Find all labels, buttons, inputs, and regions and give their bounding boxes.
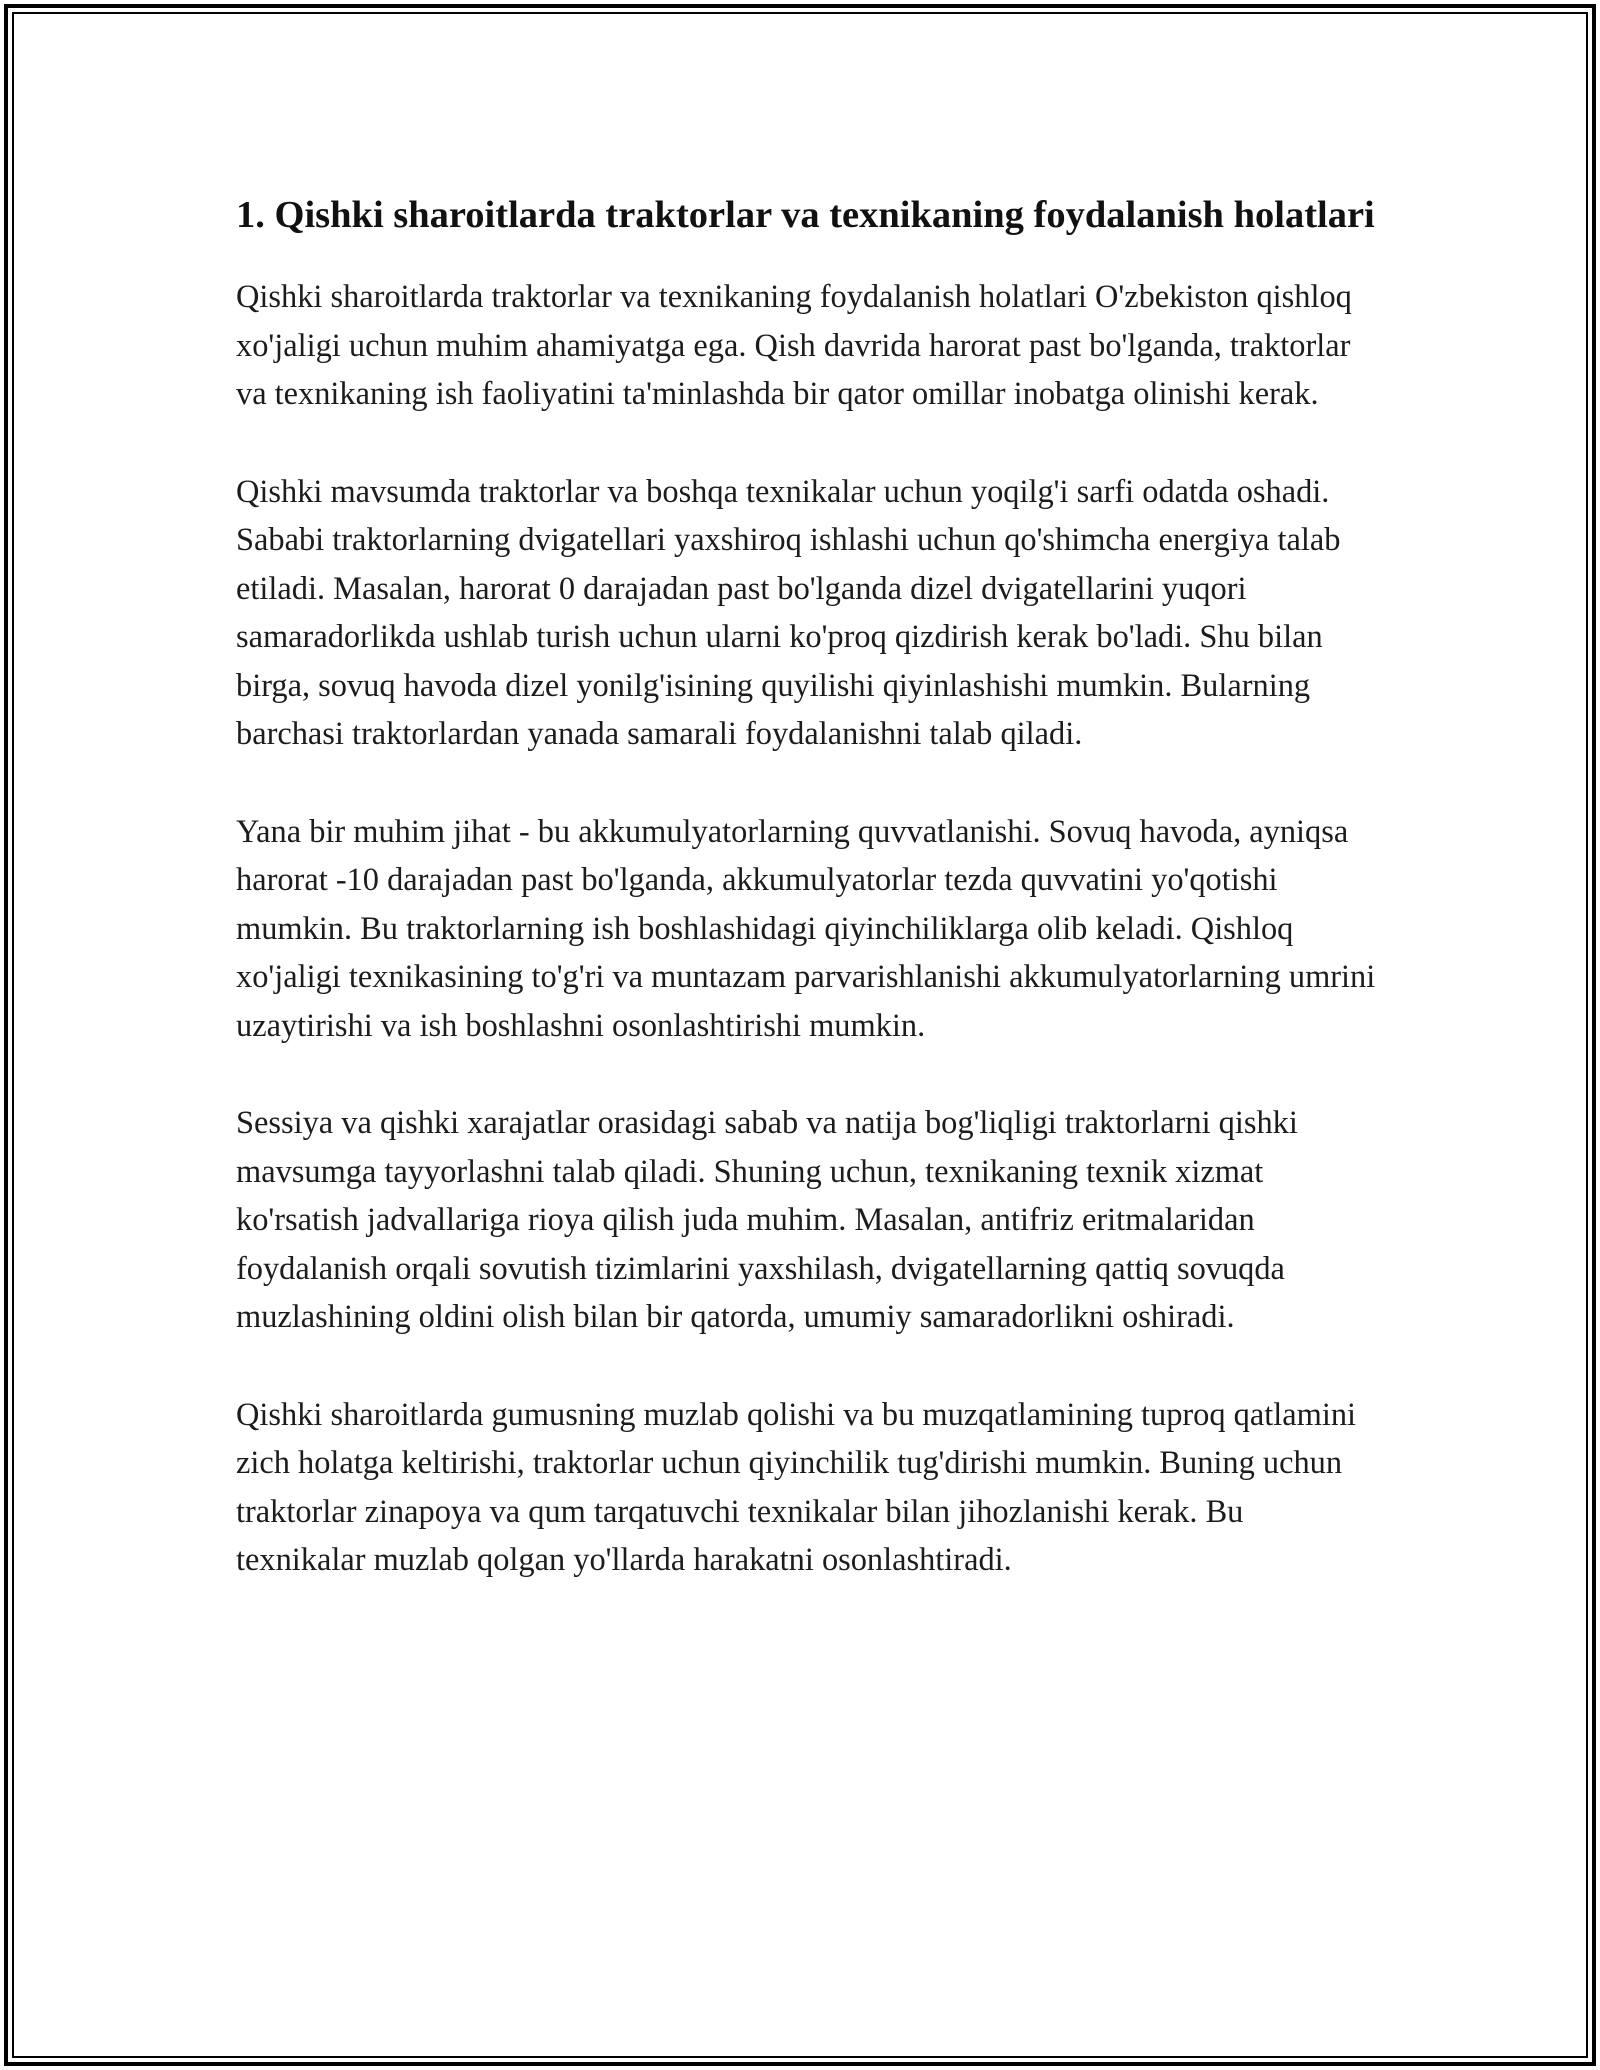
paragraph-battery-charging: Yana bir muhim jihat - bu akkumulyatorlarning quvvatlanishi. Sovuq havoda, ayniqsa harorat -10 darajadan past bo'lganda, akkumulyatorlar tezda quvvatini yo'qotishi mumkin. Bu traktorlarning ish boshlashidagi qiyinchiliklarga olib keladi. Qishloq xo'jaligi texnikasining to'g'ri va muntazam parvarishlanishi akkumulyatorlarning umrini uzaytirishi va ish boshlashni osonlashtirishi mumkin. xyxy=(236,813,1376,1044)
document-body xyxy=(236,188,1376,1585)
paragraph-intro: Qishki sharoitlarda traktorlar va texnikaning foydalanish holatlari O'zbekiston qishloq xo'jaligi uchun muhim ahamiyatga ega. Qish davrida harorat past bo'lganda, traktorlar va texnikaning ish faoliyatini ta'minlashda bir qator omillar inobatga olinishi kerak. xyxy=(236,279,1352,412)
section-heading: 1. Qishki sharoitlarda traktorlar va texnikaning foydalanish holatlari xyxy=(236,194,1375,236)
paragraph-frozen-soil: Qishki sharoitlarda gumusning muzlab qolishi va bu muzqatlamining tuproq qatlamini zich holatga keltirishi, traktorlar uchun qiyinchilik tug'dirishi mumkin. Buning uchun traktorlar zinapoya va qum tarqatuvchi texnikalar bilan jihozlanishi kerak. Bu texnikalar muzlab qolgan yo'llarda harakatni osonlashtiradi. xyxy=(236,1396,1357,1578)
paragraph-maintenance: Sessiya va qishki xarajatlar orasidagi sabab va natija bog'liqligi traktorlarni qishki mavsumga tayyorlashni talab qiladi. Shuning uchun, texnikaning texnik xizmat ko'rsatish jadvallariga rioya qilish juda muhim. Masalan, antifriz eritmalaridan foydalanish orqali sovutish tizimlarini yaxshilash, dvigatellarning qattiq sovuqda muzlashining oldini olish bilan bir qatorda, umumiy samaradorlikni oshiradi. xyxy=(236,1105,1298,1335)
paragraph-fuel-consumption: Qishki mavsumda traktorlar va boshqa texnikalar uchun yoqilg'i sarfi odatda oshadi. Sababi traktorlarning dvigatellari yaxshiroq ishlashi uchun qo'shimcha energiya talab etiladi. Masalan, harorat 0 darajadan past bo'lganda dizel dvigatellarini yuqori samaradorlikda ushlab turish uchun ularni ko'proq qizdirish kerak bo'ladi. Shu bilan birga, sovuq havoda dizel yonilg'isining quyilishi qiyinlashishi mumkin. Bularning barchasi traktorlardan yanada samarali foydalanishni talab qiladi. xyxy=(236,473,1341,752)
